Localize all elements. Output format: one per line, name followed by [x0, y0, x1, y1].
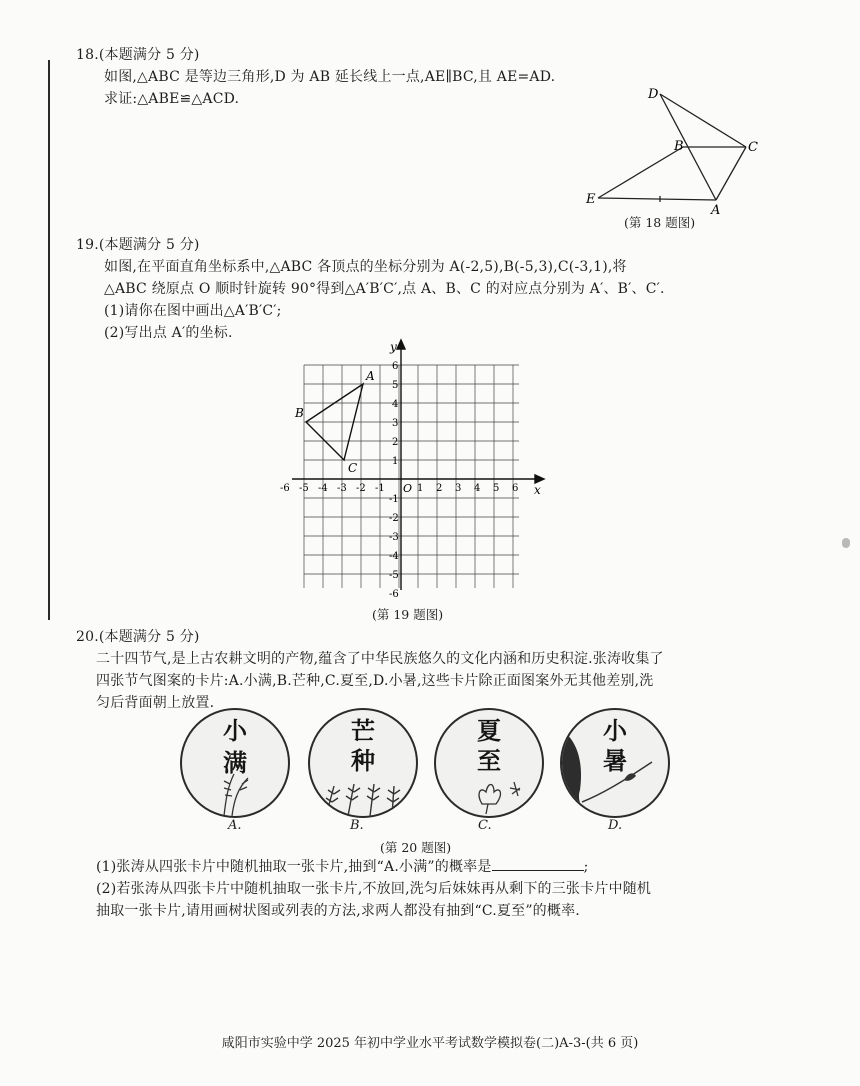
q19-statement-2: △ABC 绕原点 O 顺时针旋转 90°得到△A′B′C′,点 A、B、C 的对应点分别为 A′、B′、C′.	[104, 281, 665, 297]
card-d-label: D.	[608, 818, 623, 833]
y-axis-arrow	[397, 340, 405, 349]
grain-stalk-icon	[204, 768, 264, 816]
x-tick-label: -4	[318, 483, 328, 494]
line-CA	[716, 147, 746, 200]
card-xiaoman	[180, 708, 290, 818]
y-tick-label: -6	[389, 589, 399, 600]
q20-caption: (第 20 题图)	[380, 840, 452, 855]
ink-branch-icon	[562, 710, 668, 816]
x-tick-label: 1	[417, 483, 424, 494]
q18-caption: (第 18 题图)	[624, 215, 696, 230]
binding-margin-line	[48, 60, 50, 620]
card-xiazhi	[434, 708, 544, 818]
point-label-B: B	[295, 406, 304, 420]
line-EA	[598, 198, 716, 200]
q20-sub1-text: (1)张涛从四张卡片中随机抽取一张卡片,抽到“A.小满”的概率是	[96, 859, 492, 875]
origin-label: O	[403, 482, 413, 495]
q19-sub1: (1)请你在图中画出△A′B′C′;	[104, 303, 282, 319]
x-tick-label: 4	[474, 483, 481, 494]
q19-sub2: (2)写出点 A′的坐标.	[104, 325, 233, 341]
wheat-field-icon	[318, 776, 410, 816]
card-b-label: B.	[350, 818, 364, 833]
point-label-C: C	[348, 461, 358, 475]
line-DC	[660, 94, 746, 147]
x-tick-label: 2	[436, 483, 443, 494]
y-tick-label: -3	[389, 532, 399, 543]
card-c-label: C.	[478, 818, 492, 833]
q18-figure	[580, 84, 780, 216]
label-E: E	[586, 192, 596, 207]
card-a-label: A.	[228, 818, 242, 833]
card-d-char-bottom: 暑	[603, 747, 627, 775]
q18-header: 18.(本题满分 5 分)	[76, 47, 200, 63]
y-tick-label: 4	[392, 399, 399, 410]
card-xiaoshu	[560, 708, 670, 818]
y-tick-label: -4	[389, 551, 399, 562]
q20-sub1-end: ;	[583, 859, 589, 875]
y-tick-label: 1	[392, 456, 399, 467]
q19-coordinate-grid	[280, 340, 552, 604]
y-tick-label: 5	[392, 380, 399, 391]
card-c-char-top: 夏	[477, 717, 501, 745]
x-tick-label: -5	[299, 483, 309, 494]
x-tick-label: -3	[337, 483, 347, 494]
q20-text-2: 四张节气图案的卡片:A.小满,B.芒种,C.夏至,D.小暑,这些卡片除正面图案外无其他差别,洗	[96, 673, 654, 689]
answer-blank	[492, 856, 584, 871]
x-tick-label: -1	[375, 483, 385, 494]
q20-sub2-1: (2)若张涛从四张卡片中随机抽取一张卡片,不放回,洗匀后妹妹再从剩下的三张卡片中随机	[96, 881, 652, 897]
label-D: D	[648, 87, 659, 102]
x-tick-label: -2	[356, 483, 366, 494]
y-tick-label: 2	[392, 437, 399, 448]
x-axis-label: x	[534, 483, 541, 497]
y-tick-label: 6	[392, 361, 399, 372]
line-EB	[598, 147, 683, 198]
y-axis-label: y	[390, 340, 397, 354]
y-tick-label: -2	[389, 513, 399, 524]
page-footer: 咸阳市实验中学 2025 年初中学业水平考试数学模拟卷(二)A-3-(共 6 页)	[221, 1036, 639, 1051]
card-d-char-top: 小	[603, 717, 627, 745]
y-tick-label: -5	[389, 570, 399, 581]
card-mangzhong	[308, 708, 418, 818]
q20-sub1	[96, 856, 588, 878]
card-c-char-bottom: 至	[477, 747, 501, 775]
x-axis-arrow	[535, 475, 544, 483]
card-a-char-bottom: 满	[223, 749, 247, 777]
q19-caption: (第 19 题图)	[372, 607, 444, 622]
label-B: B	[674, 139, 684, 154]
q20-sub2-2: 抽取一张卡片,请用画树状图或列表的方法,求两人都没有抽到“C.夏至”的概率.	[96, 903, 580, 919]
q19-statement-1: 如图,在平面直角坐标系中,△ABC 各顶点的坐标分别为 A(-2,5),B(-5,3),C(-3,1),将	[104, 259, 627, 275]
q20-text-1: 二十四节气,是上古农耕文明的产物,蕴含了中华民族悠久的文化内涵和历史积淀.张涛收集了	[96, 651, 664, 667]
label-C: C	[748, 140, 758, 155]
x-tick-label: 6	[512, 483, 519, 494]
x-tick-label: -6	[280, 483, 290, 494]
card-a-char-top: 小	[223, 717, 247, 745]
lotus-flower-icon	[466, 774, 530, 814]
x-tick-label: 3	[455, 483, 462, 494]
q18-prove: 求证:△ABE≌△ACD.	[104, 91, 240, 107]
q20-text-3: 匀后背面朝上放置.	[96, 695, 215, 711]
q18-statement: 如图,△ABC 是等边三角形,D 为 AB 延长线上一点,AE∥BC,且 AE=AD.	[104, 69, 556, 85]
card-b-char-bottom: 种	[351, 747, 375, 775]
q20-header: 20.(本题满分 5 分)	[76, 629, 200, 645]
y-tick-label: 3	[392, 418, 399, 429]
q19-header: 19.(本题满分 5 分)	[76, 237, 200, 253]
x-tick-label: 5	[493, 483, 500, 494]
y-tick-label: -1	[389, 494, 399, 505]
card-b-char-top: 芒	[351, 717, 375, 745]
label-A: A	[711, 203, 721, 218]
point-label-A: A	[366, 369, 375, 383]
scroll-indicator[interactable]	[842, 538, 850, 548]
